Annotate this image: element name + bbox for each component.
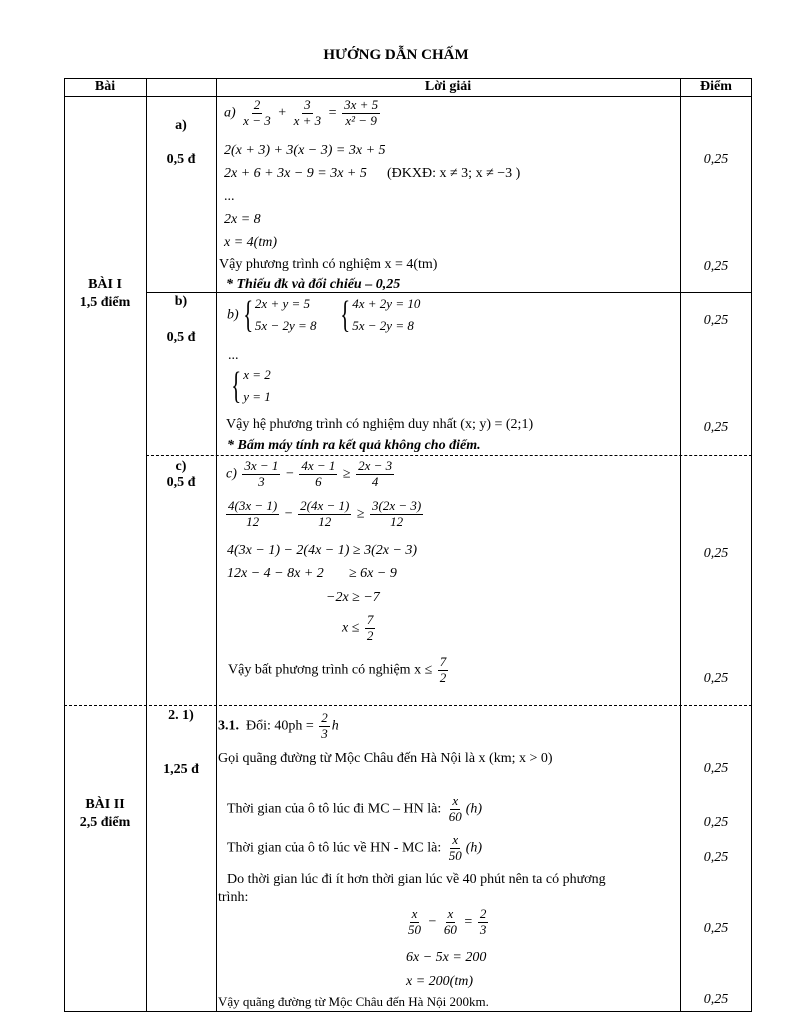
- table-border: [680, 78, 681, 1012]
- equation-system: 2x + y = 5 5x − 2y = 8: [254, 296, 317, 334]
- conclusion: Vậy quãng đường từ Mộc Châu đến Hà Nội 200km.: [218, 994, 489, 1009]
- bai2-points: 2,5 điểm: [79, 814, 131, 830]
- fraction: $\frac{2x - 3}{4}$: [358, 458, 393, 489]
- table-border: [64, 705, 752, 706]
- part-b-weight: 0,5 đ: [166, 330, 196, 345]
- score: 0,25: [703, 992, 729, 1007]
- brace: {: [340, 294, 351, 337]
- part-b-system: [227, 293, 420, 337]
- fraction: $\frac{7}{2}$: [366, 612, 374, 643]
- part-a-weight: 0,5 đ: [166, 152, 196, 167]
- score: 0,25: [703, 815, 729, 830]
- conclusion: Vậy bất phương trình có nghiệm x ≤ $\frac{7}{2}$: [228, 654, 447, 685]
- solution-system: x = 2 y = 1: [243, 367, 271, 405]
- part-b-solution: [227, 364, 271, 408]
- header-diem: Điểm: [700, 79, 732, 94]
- fraction: $\frac{x}{50}$: [448, 832, 462, 863]
- equation-system: 4x + 2y = 10 5x − 2y = 8: [352, 296, 421, 334]
- table-border: [146, 455, 752, 456]
- part-c-inequality: c) $\frac{3x - 1}{3}$ − $\frac{4x - 1}{6}$ ≥ $\frac{2x - 3}{4}$: [226, 458, 393, 489]
- part-c-weight: 0,5 đ: [166, 475, 196, 490]
- equation: $\frac{x}{50}$ − $\frac{x}{60}$ = $\frac{2}{3}$: [408, 906, 487, 937]
- dkxd-note: (ĐKXĐ: x ≠ 3; x ≠ −3 ): [387, 166, 521, 181]
- part-b-label: b): [174, 294, 188, 309]
- fraction: $\frac{3(2x - 3)}{12}$: [372, 498, 422, 529]
- math-line: x = 200(tm): [406, 974, 473, 989]
- reasoning: trình:: [218, 890, 249, 905]
- score: 0,25: [703, 259, 729, 274]
- fraction: $\frac{x}{60}$: [448, 793, 462, 824]
- score: 0,25: [703, 921, 729, 936]
- score: 0,25: [703, 850, 729, 865]
- conclusion: Vậy phương trình có nghiệm x = 4(tm): [219, 257, 438, 272]
- ellipsis: ...: [228, 348, 239, 363]
- time-return: Thời gian của ô tô lúc về HN - MC là: $\frac{x}{50}$ (h): [227, 832, 483, 863]
- part-a-label: a): [175, 118, 187, 133]
- eq-prefix: a): [224, 105, 236, 121]
- score: 0,25: [703, 313, 729, 328]
- part-2-weight: 1,25 đ: [163, 762, 199, 777]
- math-line: 2(x + 3) + 3(x − 3) = 3x + 5: [224, 143, 386, 158]
- fraction: $\frac{3}{x + 3}$: [293, 97, 322, 128]
- table-border: [64, 1011, 752, 1012]
- conversion-line: 3.1. Đổi: 40ph = $\frac{2}{3}$ h: [218, 710, 339, 741]
- fraction: $\frac{3x - 1}{3}$: [244, 458, 279, 489]
- grading-table: [64, 78, 752, 1012]
- table-border: [216, 78, 217, 1012]
- score: 0,25: [703, 546, 729, 561]
- conclusion: Vậy hệ phương trình có nghiệm duy nhất (x; y) = (2;1): [226, 417, 534, 432]
- table-border: [751, 78, 752, 1012]
- variable-definition: Gọi quãng đường từ Mộc Châu đến Hà Nội là x (km; x > 0): [218, 751, 553, 766]
- bai2-label: [64, 796, 146, 831]
- score: 0,25: [703, 420, 729, 435]
- math-line: 12x − 4 − 8x + 2: [227, 566, 324, 581]
- eq-prefix: c): [226, 466, 237, 482]
- score: 0,25: [703, 761, 729, 776]
- page-title: HƯỚNG DẪN CHẤM: [323, 47, 469, 63]
- table-border: [146, 78, 147, 1012]
- table-border: [64, 96, 752, 97]
- math-line: $\frac{4(3x - 1)}{12}$ − $\frac{2(4x - 1)}{12}$ ≥ $\frac{3(2x - 3)}{12}$: [228, 498, 422, 529]
- reasoning: Do thời gian lúc đi ít hơn thời gian lúc về 40 phút nên ta có phương: [227, 872, 606, 887]
- grading-note: * Thiếu đk và đối chiếu – 0,25: [226, 277, 401, 292]
- math-line: x ≤ $\frac{7}{2}$: [342, 612, 374, 643]
- bai1-points: 1,5 điểm: [79, 294, 131, 310]
- score: 0,25: [703, 671, 729, 686]
- fraction: $\frac{2(4x - 1)}{12}$: [300, 498, 350, 529]
- brace: {: [231, 365, 242, 408]
- fraction: $\frac{4(3x - 1)}{12}$: [228, 498, 278, 529]
- fraction: $\frac{2}{x - 3}$: [243, 97, 271, 128]
- math-line: 4(3x − 1) − 2(4x − 1) ≥ 3(2x − 3): [227, 543, 418, 558]
- header-loi-giai: Lời giải: [424, 79, 472, 94]
- time-go: Thời gian của ô tô lúc đi MC – HN là: $\frac{x}{60}$ (h): [227, 793, 483, 824]
- math-line: 6x − 5x = 200: [406, 950, 487, 965]
- math-line: x = 4(tm): [224, 235, 277, 250]
- fraction: $\frac{x}{60}$: [443, 906, 457, 937]
- score: 0,25: [703, 152, 729, 167]
- header-bai: Bài: [94, 79, 116, 94]
- fraction: $\frac{3x + 5}{\text{x² − 9}}$: [344, 97, 379, 128]
- part-2-label: 2. 1): [168, 708, 194, 723]
- math-line: ≥ 6x − 9: [349, 566, 397, 581]
- fraction: $\frac{2}{3}$: [321, 710, 328, 741]
- bai2-name: BÀI II: [85, 797, 125, 812]
- math-line: 2x + 6 + 3x − 9 = 3x + 5: [224, 166, 367, 181]
- table-border: [64, 78, 65, 1012]
- math-line: 2x = 8: [224, 212, 261, 227]
- grading-note: * Bấm máy tính ra kết quả không cho điểm.: [227, 438, 481, 453]
- brace: {: [242, 294, 253, 337]
- fraction: $\frac{x}{50}$: [408, 906, 421, 937]
- math-line: −2x ≥ −7: [326, 590, 380, 605]
- fraction: $\frac{4x - 1}{6}$: [301, 458, 336, 489]
- part-a-equation: a) $\frac{2}{x - 3}$ + $\frac{3}{x + 3}$ = $\frac{3x + 5}{\text{x² − 9}}$: [224, 97, 379, 128]
- part-c-label: c): [175, 459, 187, 474]
- bai1-name: BÀI I: [88, 277, 122, 292]
- eq-prefix: b): [227, 307, 239, 323]
- bai1-label: [64, 276, 146, 311]
- fraction: $\frac{7}{2}$: [439, 654, 447, 685]
- ellipsis: ...: [224, 189, 235, 204]
- fraction: $\frac{2}{3}$: [479, 906, 487, 937]
